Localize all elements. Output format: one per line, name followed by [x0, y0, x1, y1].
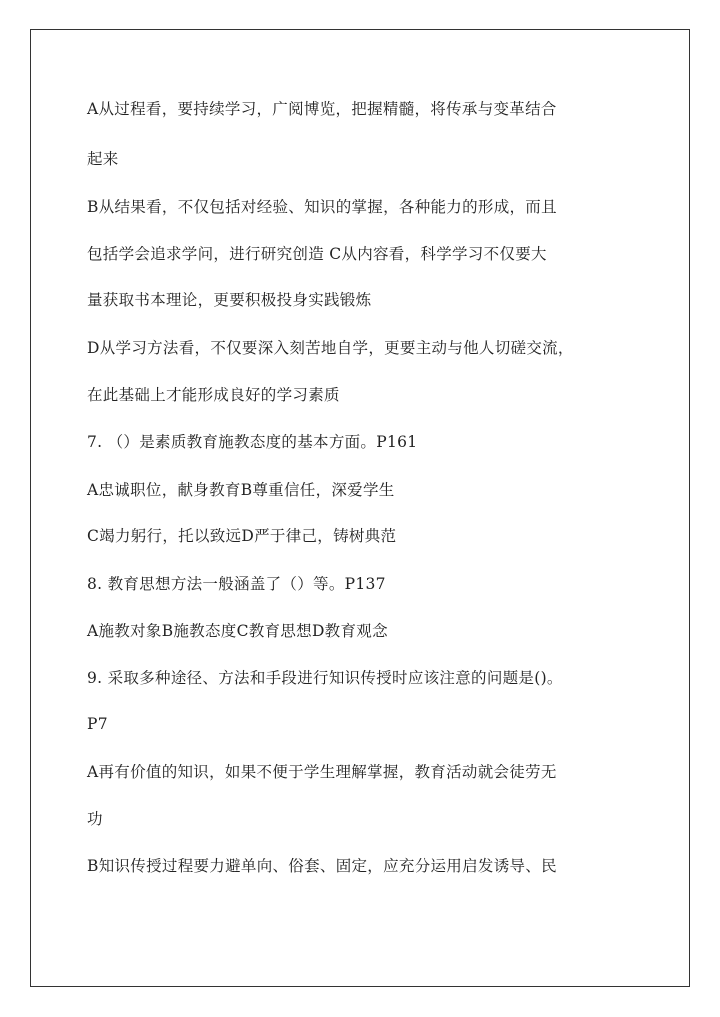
question-9: 9. 采取多种途径、方法和手段进行知识传授时应该注意的问题是()。 [87, 669, 563, 687]
question-9-page-ref: P7 [87, 715, 108, 733]
question-9-option-a: A再有价值的知识，如果不便于学生理解掌握，教育活动就会徒劳无 [87, 763, 557, 781]
text-line-option-d-method: D从学习方法看，不仅要深入刻苦地自学，更要主动与他人切磋交流， [87, 339, 574, 357]
question-9-option-b: B知识传授过程要力避单向、俗套、固定，应充分运用启发诱导、民 [87, 857, 557, 875]
text-line-continuation: 起来 [87, 150, 119, 168]
text-line-continuation: 量获取书本理论，更要积极投身实践锻炼 [87, 291, 372, 309]
text-line-option-c-content: 包括学会追求学问，进行研究创造 C从内容看，科学学习不仅要大 [87, 245, 547, 263]
question-7: 7. （）是素质教育施教态度的基本方面。P161 [87, 433, 418, 451]
text-line-continuation: 在此基础上才能形成良好的学习素质 [87, 386, 340, 404]
text-line-option-a-process: A从过程看，要持续学习，广阅博览，把握精髓，将传承与变革结合 [87, 100, 557, 118]
question-8: 8. 教育思想方法一般涵盖了（）等。P137 [87, 575, 386, 593]
text-line-option-b-result: B从结果看，不仅包括对经验、知识的掌握，各种能力的形成，而且 [87, 198, 557, 216]
question-8-options: A施教对象B施教态度C教育思想D教育观念 [87, 622, 388, 640]
question-7-options-cd: C竭力躬行，托以致远D严于律己，铸树典范 [87, 527, 397, 545]
question-7-options-ab: A忠诚职位，献身教育B尊重信任，深爱学生 [87, 481, 395, 499]
page-border [30, 29, 690, 987]
text-line-continuation: 功 [87, 810, 103, 828]
